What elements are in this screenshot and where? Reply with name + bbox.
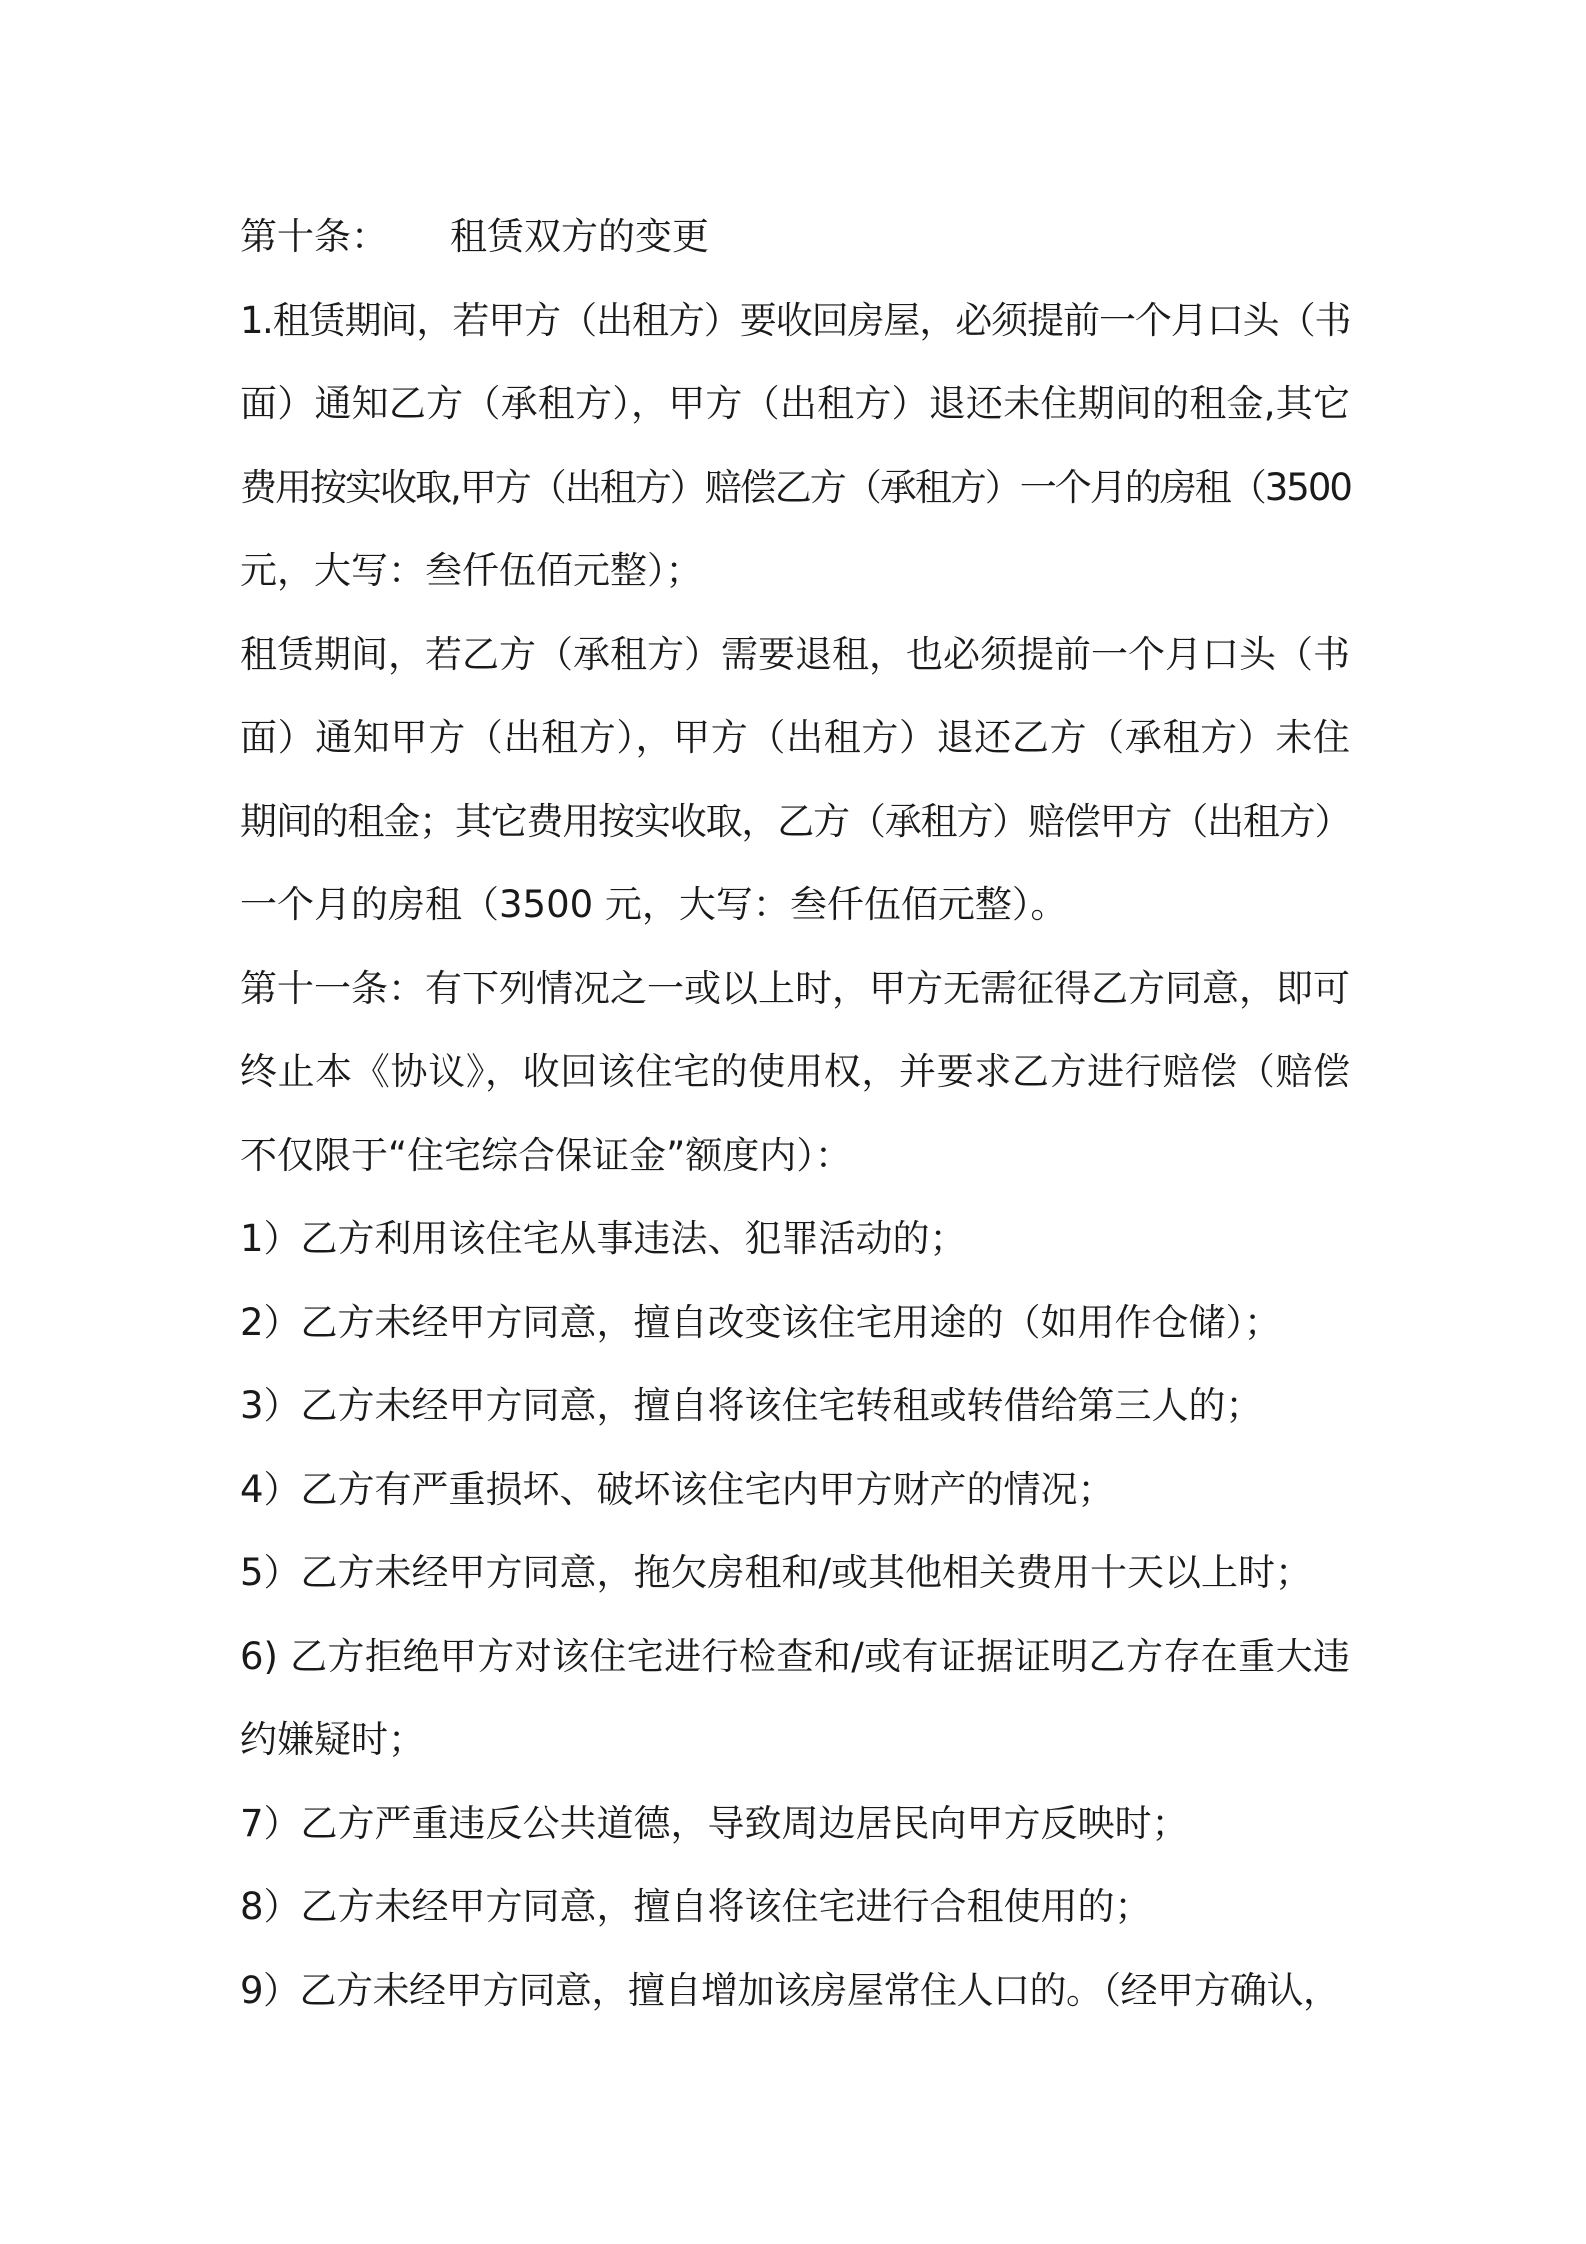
article-11-item-3: 3）乙方未经甲方同意，擅自将该住宅转租或转借给第三人的； bbox=[240, 1384, 1263, 1427]
article-11-item-4: 4）乙方有严重损坏、破坏该住宅内甲方财产的情况； bbox=[240, 1467, 1115, 1511]
article-10-number: 第十条： bbox=[240, 215, 388, 258]
article-10-p2-line: 租赁期间，若乙方（承租方）需要退租，也必须提前一个月口头（书 bbox=[240, 632, 1350, 676]
article-11-intro-line: 第十一条：有下列情况之一或以上时，甲方无需征得乙方同意，即可 bbox=[240, 966, 1350, 1010]
article-11-intro-line: 终止本《协议》，收回该住宅的使用权，并要求乙方进行赔偿（赔偿 bbox=[240, 1050, 1350, 1093]
article-11-item-6-line: 约嫌疑时； bbox=[240, 1718, 425, 1761]
article-10-p1-line: 1.租赁期间，若甲方（出租方）要收回房屋，必须提前一个月口头（书 bbox=[240, 298, 1350, 342]
article-11-item-5: 5）乙方未经甲方同意，拖欠房租和/或其他相关费用十天以上时； bbox=[240, 1551, 1313, 1594]
article-11-item-6-line: 6) 乙方拒绝甲方对该住宅进行检查和/或有证据证明乙方存在重大违 bbox=[240, 1634, 1350, 1678]
article-11-item-7: 7）乙方严重违反公共道德，导致周边居民向甲方反映时； bbox=[240, 1801, 1189, 1845]
article-10-p1-line: 面）通知乙方（承租方），甲方（出租方）退还未住期间的租金,其它 bbox=[240, 382, 1350, 425]
article-10-heading bbox=[240, 195, 1350, 279]
article-10-p2-line: 一个月的房租（3500 元，大写：叁仟伍佰元整）。 bbox=[240, 883, 1068, 926]
article-11-item-2: 2）乙方未经甲方同意，擅自改变该住宅用途的（如用作仓储）； bbox=[240, 1300, 1282, 1344]
article-10-p1-line: 费用按实收取,甲方（出租方）赔偿乙方（承租方）一个月的房租（3500 bbox=[240, 465, 1351, 509]
article-10-p2-line: 面）通知甲方（出租方），甲方（出租方）退还乙方（承租方）未住 bbox=[240, 716, 1350, 759]
article-10-p2-line: 期间的租金；其它费用按实收取，乙方（承租方）赔偿甲方（出租方） bbox=[240, 799, 1350, 843]
article-11-item-8: 8）乙方未经甲方同意，擅自将该住宅进行合租使用的； bbox=[240, 1885, 1152, 1928]
article-10-title: 租赁双方的变更 bbox=[450, 215, 709, 258]
article-10-p1-line: 元，大写：叁仟伍佰元整）； bbox=[240, 549, 703, 592]
document-body bbox=[240, 195, 1350, 2032]
article-11-item-9: 9）乙方未经甲方同意，擅自增加该房屋常住人口的。（经甲方确认， bbox=[240, 1968, 1340, 2012]
article-11-intro-line: 不仅限于“住宅综合保证金”额度内）： bbox=[240, 1133, 852, 1177]
article-11-item-1: 1）乙方利用该住宅从事违法、犯罪活动的； bbox=[240, 1217, 967, 1260]
